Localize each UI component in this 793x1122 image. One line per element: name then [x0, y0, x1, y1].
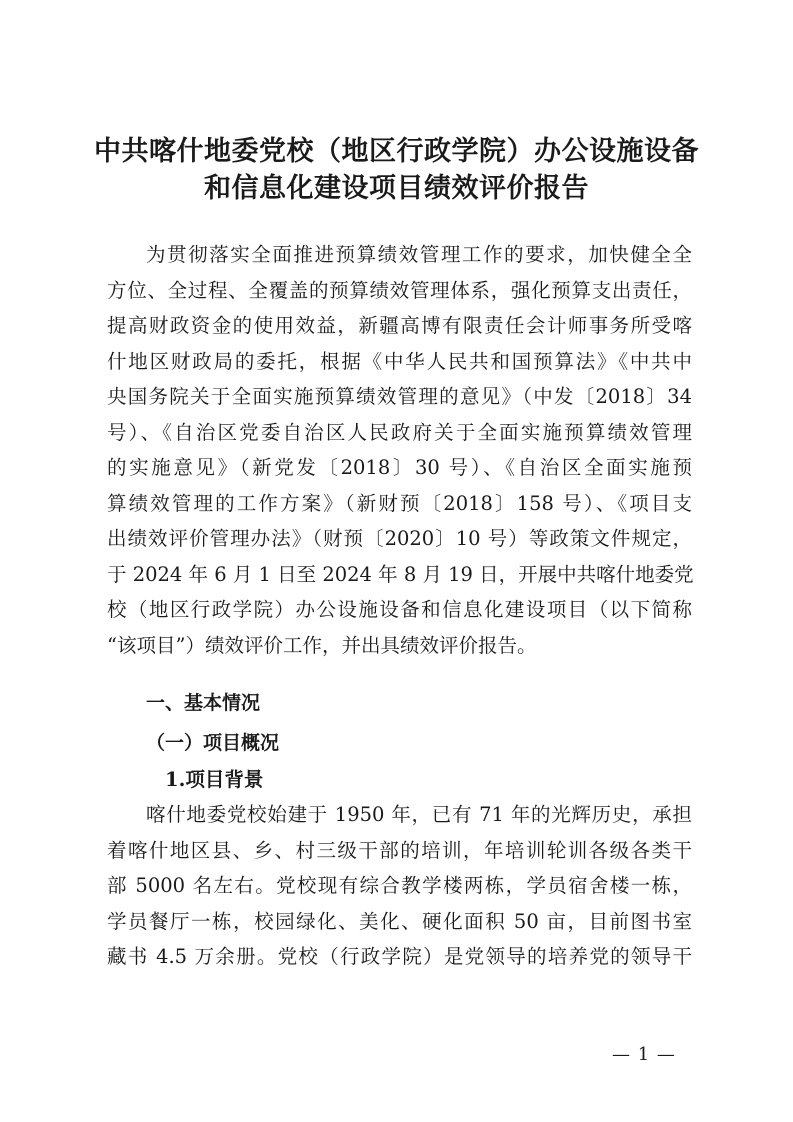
paragraph-line: 出绩效评价管理办法》（财预〔2020〕10 号）等政策文件规定，	[107, 527, 692, 550]
paragraph-line: 校（地区行政学院）办公设施设备和信息化建设项目（以下简称	[107, 598, 692, 621]
paragraph-line: 部 5000 名左右。党校现有综合教学楼两栋，学员宿舍楼一栋，	[107, 874, 692, 897]
paragraph-line: 着喀什地区县、乡、村三级干部的培训，年培训轮训各级各类干	[107, 838, 692, 862]
paragraph-line: “该项目”）绩效评价工作，并出具绩效评价报告。	[107, 633, 537, 657]
paragraph-line: 喀什地委党校始建于 1950 年，已有 71 年的光辉历史，承担	[146, 803, 692, 826]
paragraph-line: 的实施意见》（新党发〔2018〕30 号）、《自治区全面实施预	[107, 456, 692, 479]
intro-paragraph	[107, 237, 692, 663]
item-heading-project-background: 1.项目背景	[165, 768, 264, 791]
paragraph-line: 学员餐厅一栋，校园绿化、美化、硬化面积 50 亩，目前图书室	[107, 909, 692, 933]
subsection-heading-project-overview: （一）项目概况	[146, 732, 280, 754]
report-title-line-2: 和信息化建设项目绩效评价报告	[204, 173, 589, 204]
paragraph-line: 提高财政资金的使用效益，新疆高博有限责任会计师事务所受喀	[107, 314, 692, 337]
report-title-line-1: 中共喀什地委党校（地区行政学院）办公设施设备	[94, 136, 699, 167]
paragraph-line: 为贯彻落实全面推进预算绩效管理工作的要求，加快健全全	[146, 243, 692, 266]
paragraph-line: 号）、《自治区党委自治区人民政府关于全面实施预算绩效管理	[107, 420, 692, 444]
background-paragraph	[107, 797, 692, 975]
paragraph-line: 央国务院关于全面实施预算绩效管理的意见》（中发〔2018〕34	[107, 385, 692, 408]
paragraph-line: 藏书 4.5 万余册。党校（行政学院）是党领导的培养党的领导干	[107, 945, 692, 968]
paragraph-line: 于 2024 年 6 月 1 日至 2024 年 8 月 19 日，开展中共喀什地委党	[107, 562, 694, 586]
paragraph-line: 方位、全过程、全覆盖的预算绩效管理体系，强化预算支出责任，	[107, 278, 692, 302]
paragraph-line: 什地区财政局的委托，根据《中华人民共和国预算法》《中共中	[107, 349, 692, 373]
paragraph-line: 算绩效管理的工作方案》（新财预〔2018〕158 号）、《项目支	[107, 491, 692, 515]
page-number: — 1 —	[612, 1044, 676, 1065]
section-heading-basic-info: 一、基本情况	[146, 692, 261, 714]
